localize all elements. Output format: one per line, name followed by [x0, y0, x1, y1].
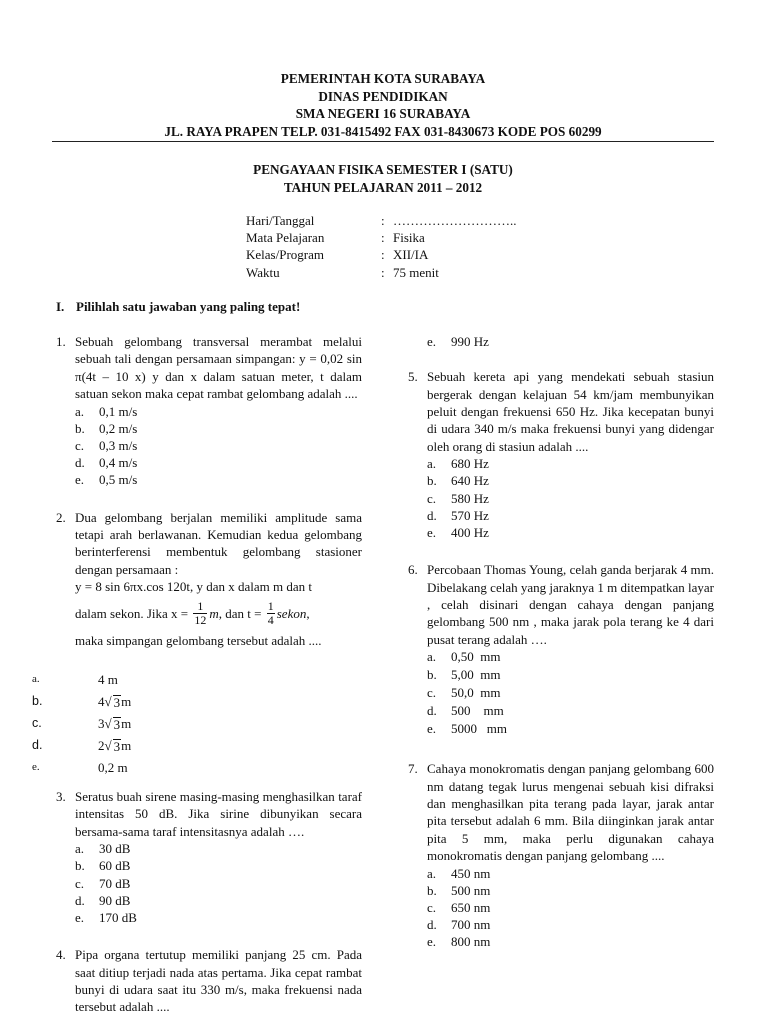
denominator: 4 [267, 613, 274, 628]
header-divider [52, 141, 714, 142]
question-number: 5. [408, 369, 418, 385]
option-letter: c. [75, 875, 85, 891]
section-heading [56, 298, 300, 315]
unit-sekon: sekon [276, 605, 307, 621]
option-text: 990 Hz [451, 334, 489, 349]
option [427, 666, 714, 684]
info-colon: : [381, 230, 385, 246]
exam-title-line1: PENGAYAAN FISIKA SEMESTER I (SATU) [253, 162, 513, 177]
option [75, 909, 362, 926]
option-text: 680 Hz [451, 456, 489, 472]
exam-info [246, 212, 517, 281]
question-7 [408, 760, 714, 864]
option [427, 490, 714, 507]
option [427, 702, 714, 720]
option-text: 500 mm [451, 703, 504, 719]
option-text: 800 nm [451, 934, 491, 950]
option-letter: e. [427, 934, 437, 950]
option [427, 684, 714, 702]
option [32, 713, 332, 735]
header-line-address: JL. RAYA PRAPEN TELP. 031-8415492 FAX 031-8430673 KODE POS 60299 [164, 123, 602, 139]
info-colon: : [381, 213, 385, 228]
question-text: Cahaya monokromatis dengan panjang gelombang 600 nm datang tegak lurus mengenai sebuah kisi difraksi dan menghasilkan pita terang pada layar, jarak antar pita tersebut adalah 6 mm. Bila diinginkan jarak antar pita 5 mm, maka perlu digunakan cahaya monokromatis dengan panjang gelombang .... [427, 761, 714, 864]
radicand: 3 [113, 739, 121, 754]
option-text: 0,50 mm [451, 649, 501, 665]
option [75, 403, 362, 420]
option-letter: d. [75, 455, 85, 471]
question-text: Dua gelombang berjalan memiliki amplitude sama tetapi arah berlawanan. Kemudian kedua gelombang berinterferensi membentuk gelombang stasioner dengan persamaan : [75, 509, 362, 577]
question-4 [56, 946, 362, 1016]
radicand: 3 [113, 695, 121, 710]
option-letter: c. [32, 716, 42, 731]
info-value: XII/IA [393, 247, 429, 263]
question-text: Percobaan Thomas Young, celah ganda berjarak 4 mm. Dibelakang celah yang jaraknya 1 m ditempatkan layar , celah disinari dengan cahaya dengan panjang gelombang 500 nm , maka jarak pola terang ke 4 dari pusat terang adalah …. [427, 562, 714, 647]
option-text: 0,4 m/s [99, 455, 138, 471]
info-colon: : [381, 247, 385, 263]
info-row-subject [246, 229, 517, 246]
option [427, 899, 714, 916]
option-text: 5,00 mm [451, 667, 501, 683]
eq-text: dalam sekon. Jika x = [75, 605, 189, 621]
option-unit: m [121, 738, 132, 754]
option [75, 857, 362, 874]
info-row-class [246, 246, 517, 263]
question-2 [56, 509, 362, 649]
option-text: 580 Hz [451, 490, 489, 506]
option [427, 882, 714, 899]
option-letter: a. [427, 456, 437, 472]
option-text: 650 nm [451, 900, 491, 915]
option [32, 669, 332, 691]
question-6 [408, 561, 714, 648]
eq-text: , dan t = [218, 605, 262, 621]
option-text: 4 m [98, 672, 118, 688]
question-text: Sebuah kereta api yang mendekati sebuah stasiun bergerak dengan kelajuan 54 km/jam membunyikan peluit dengan frekuensi 650 Hz. Jika kecepatan bunyi di udara 340 m/s maka frekuensi bunyi yang didengar oleh orang di stasiun adalah .... [427, 369, 714, 454]
info-row-date [246, 212, 517, 229]
option-text: 570 Hz [451, 507, 489, 523]
question-1-options [56, 403, 362, 489]
fraction-x [193, 600, 207, 627]
option-unit: m [121, 694, 132, 710]
option-coef: 3 [98, 716, 105, 732]
option [427, 648, 714, 666]
spacer [408, 541, 714, 561]
question-4-option-e [408, 333, 714, 350]
option-letter: d. [427, 917, 437, 933]
option [75, 454, 362, 471]
info-colon: : [381, 264, 385, 280]
question-3-options [56, 840, 362, 926]
option-letter: e. [427, 524, 437, 540]
option-letter: e. [32, 761, 40, 774]
option-letter: c. [427, 900, 437, 915]
info-label: Mata Pelajaran [246, 230, 325, 246]
option-letter: b. [427, 882, 437, 898]
option-text: 640 Hz [451, 473, 489, 489]
right-column [408, 333, 714, 951]
question-number: 1. [56, 334, 66, 349]
info-value: ……………………….. [393, 213, 517, 228]
info-row-time [246, 264, 517, 281]
option-text: 170 dB [99, 909, 137, 925]
header-line-school: SMA NEGERI 16 SURABAYA [295, 106, 471, 122]
option-text: 0,2 m [98, 760, 128, 776]
spacer [56, 489, 362, 509]
school-header [52, 70, 714, 140]
sqrt-sign: √ [104, 694, 112, 710]
option-text: 60 dB [99, 858, 131, 874]
left-column [56, 333, 362, 649]
option-letter: c. [427, 685, 437, 701]
option [427, 916, 714, 933]
spacer [408, 350, 714, 368]
numerator: 1 [267, 599, 274, 614]
option-letter: a. [427, 649, 437, 665]
option-letter: a. [32, 673, 40, 686]
question-5-options [408, 455, 714, 541]
question-tail: maka simpangan gelombang tersebut adalah .... [75, 632, 322, 648]
option-letter: d. [427, 507, 437, 523]
option [75, 437, 362, 454]
option-letter: b. [427, 473, 437, 489]
sqrt-sign: √ [104, 738, 112, 754]
section-number: I. [56, 299, 65, 314]
option [75, 840, 362, 857]
question-6-options [408, 648, 714, 738]
info-label: Waktu [246, 264, 280, 280]
option-letter: b. [32, 694, 43, 709]
option-coef: 4 [98, 694, 105, 710]
option-text: 0,2 m/s [99, 420, 138, 436]
option [75, 875, 362, 892]
option-text: 0,1 m/s [99, 403, 138, 419]
question-number: 7. [408, 761, 418, 777]
exam-title [52, 161, 714, 196]
header-line-government: PEMERINTAH KOTA SURABAYA [280, 71, 486, 86]
option-text: 400 Hz [451, 524, 489, 540]
option-text: 500 nm [451, 882, 491, 898]
sqrt-sign: √ [104, 716, 112, 732]
question-text: Seratus buah sirene masing-masing menghasilkan taraf intensitas 50 dB. Jika sirine dibunyikan secara bersama-sama taraf intensitasnya adalah …. [75, 789, 362, 839]
exam-title-line2: TAHUN PELAJARAN 2011 – 2012 [283, 179, 483, 195]
option-letter: b. [427, 667, 437, 683]
option-text: 90 dB [99, 892, 131, 908]
option [75, 892, 362, 909]
header-line-department: DINAS PENDIDIKAN [318, 88, 448, 104]
wave-equation: y = 8 sin 6πx.cos 120t, y dan x dalam m dan t [75, 579, 313, 595]
option-letter: a. [75, 841, 85, 857]
question-1 [56, 333, 362, 403]
option-text: 5000 mm [451, 721, 507, 737]
option-letter: b. [75, 858, 85, 874]
option-letter: e. [75, 909, 85, 925]
option [75, 471, 362, 488]
option [32, 735, 332, 757]
option [427, 865, 714, 882]
option-text: 700 nm [451, 917, 491, 933]
question-number: 3. [56, 789, 66, 804]
option-unit: m [121, 716, 132, 732]
option [427, 333, 714, 350]
question-text: Sebuah gelombang transversal merambat melalui sebuah tali dengan persamaan simpangan: y = 0,02 sin π(4t – 10 x) y dan x dalam satuan meter, t dalam satuan sekon maka cepat rambat gelombang adalah .... [75, 334, 362, 402]
option-text: 50,0 mm [451, 685, 501, 701]
option-letter: a. [75, 403, 85, 419]
question-5 [408, 368, 714, 455]
question-3 [56, 788, 362, 840]
substitution-line [75, 596, 362, 632]
option [75, 420, 362, 437]
option [427, 507, 714, 524]
question-text: Pipa organa tertutup memiliki panjang 25 cm. Pada saat ditiup terjadi nada atas pertama. Jika cepat rambat bunyi di udara saat itu 330 m/s, maka frekuensi nada tersebut adalah .... [75, 947, 362, 1015]
option-text: 70 dB [99, 875, 131, 891]
question-number: 6. [408, 562, 418, 578]
option-letter: b. [75, 420, 85, 436]
option-letter: d. [32, 738, 43, 753]
info-value: 75 menit [393, 264, 439, 280]
option-letter: e. [427, 721, 437, 737]
option-letter: d. [427, 703, 437, 719]
option-text: 450 nm [451, 865, 491, 881]
spacer [56, 926, 362, 946]
fraction-t [267, 600, 275, 627]
option [427, 455, 714, 472]
info-label: Kelas/Program [246, 247, 324, 263]
radicand: 3 [113, 717, 121, 732]
option-text: 0,3 m/s [99, 438, 138, 453]
option-text: 30 dB [99, 841, 131, 857]
question-2-options [32, 669, 332, 779]
question-number: 2. [56, 509, 66, 525]
numerator: 1 [193, 600, 207, 614]
left-column-lower [56, 788, 362, 1016]
option [427, 524, 714, 541]
info-value: Fisika [393, 230, 425, 246]
option-letter: c. [75, 438, 85, 453]
question-number: 4. [56, 947, 66, 963]
denominator: 12 [194, 613, 207, 628]
option-letter: a. [427, 865, 437, 881]
option-text: 0,5 m/s [99, 472, 138, 488]
option-letter: c. [427, 490, 437, 506]
eq-text: , [306, 605, 310, 621]
option-letter: d. [75, 892, 85, 908]
option [427, 720, 714, 738]
option-coef: 2 [98, 738, 105, 754]
option [427, 933, 714, 950]
option-letter: e. [75, 472, 85, 488]
question-7-options [408, 865, 714, 951]
option [32, 757, 332, 779]
option [427, 472, 714, 489]
option-letter: e. [427, 334, 437, 349]
question-body [75, 509, 362, 649]
info-label: Hari/Tanggal [246, 213, 315, 228]
spacer [408, 738, 714, 760]
option [32, 691, 332, 713]
unit-m: m [209, 605, 219, 621]
section-instruction: Pilihlah satu jawaban yang paling tepat! [76, 299, 301, 314]
